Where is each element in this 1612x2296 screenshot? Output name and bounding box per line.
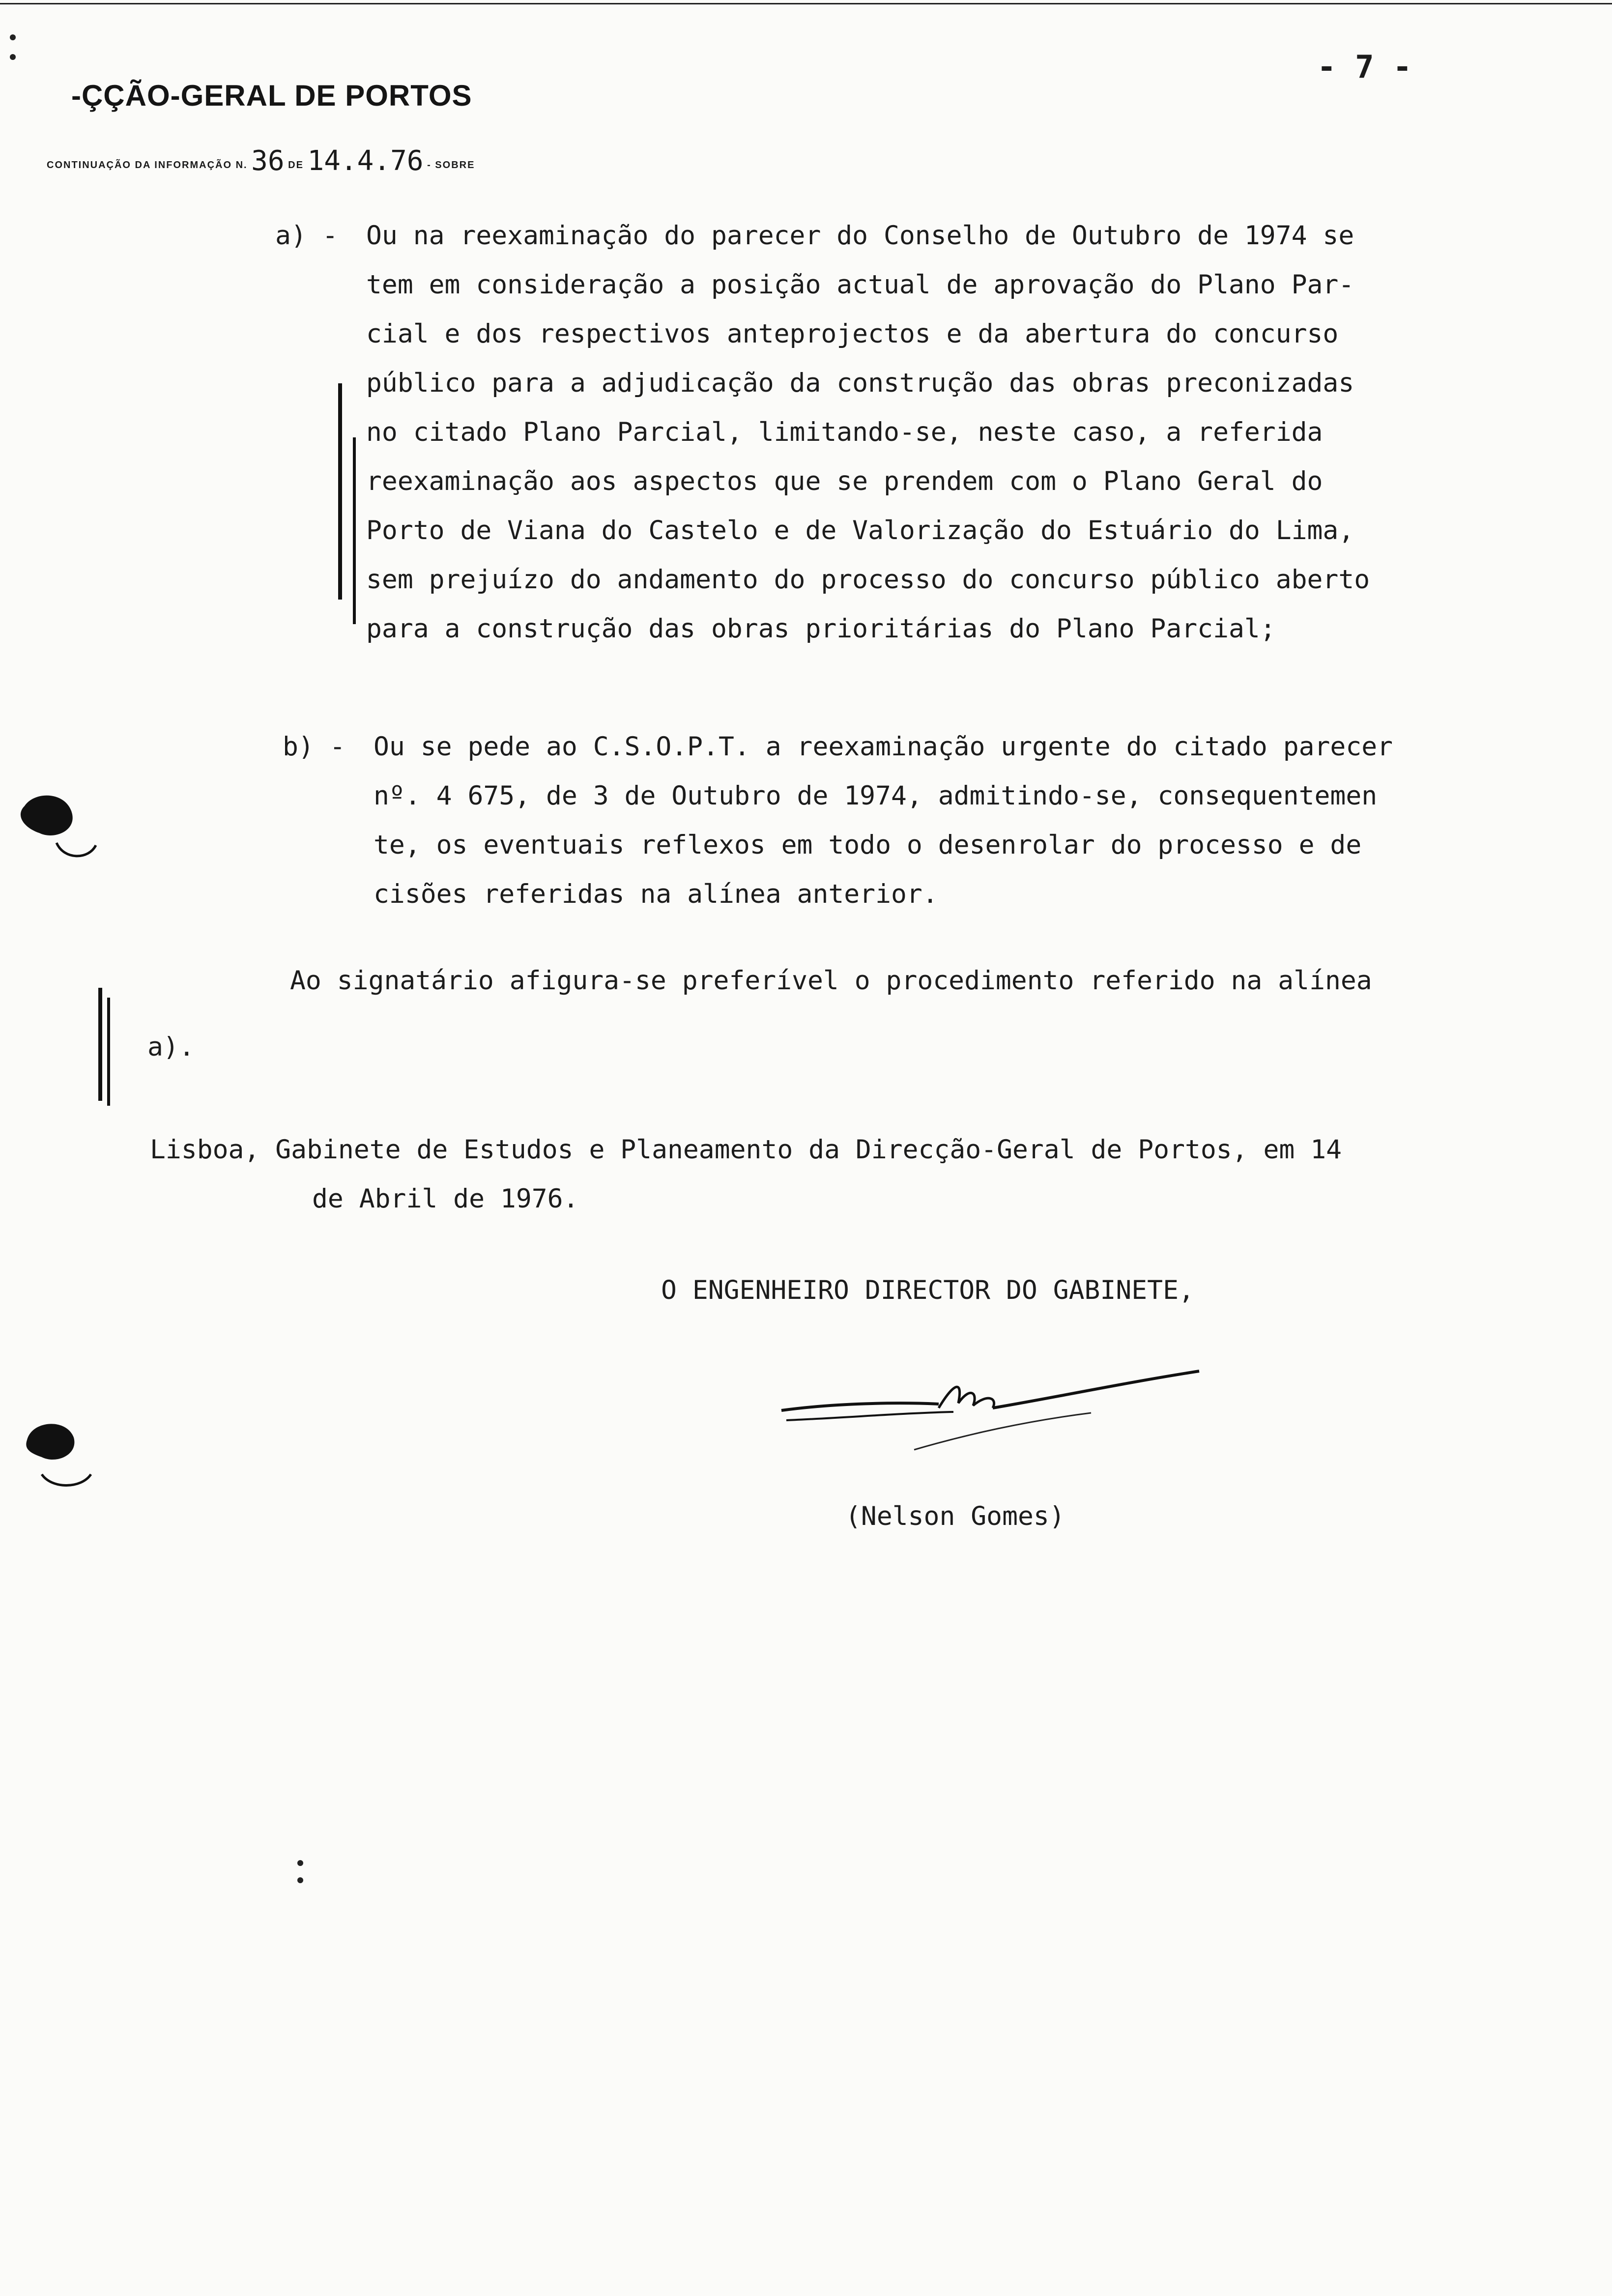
punch-mark: [10, 34, 16, 40]
paragraph-a-line: Ou na reexaminação do parecer do Conselho de Outubro de 1974 se: [366, 221, 1354, 251]
top-rule: [0, 3, 1612, 4]
paragraph-a-line: no citado Plano Parcial, limitando-se, neste caso, a referida: [366, 417, 1323, 447]
department-header: -ÇÇÃO-GERAL DE PORTOS: [71, 79, 472, 112]
place-date: [150, 1125, 1342, 1224]
info-number: 36: [251, 145, 285, 177]
paragraph-a-line: tem em consideração a posição actual de aprovação do Plano Par-: [366, 270, 1354, 300]
punch-mark: [297, 1877, 303, 1883]
paragraph-a-line: Porto de Viana do Castelo e de Valorização do Estuário do Lima,: [366, 516, 1354, 545]
paragraph-a-line: sem prejuízo do andamento do processo do concurso público aberto: [366, 565, 1370, 595]
info-reference-line: [47, 145, 475, 177]
page-number: - 7 -: [1317, 49, 1412, 86]
paragraph-a-line: cial e dos respectivos anteprojectos e da abertura do concurso: [366, 319, 1339, 349]
margin-bracket: [353, 437, 356, 624]
subject-label: - SOBRE: [427, 160, 475, 171]
paragraph-b-line: te, os eventuais reflexos em todo o desenrolar do processo e de: [374, 830, 1362, 860]
margin-bar: [98, 988, 102, 1101]
opinion-text: Ao signatário afigura-se preferível o procedimento referido na alínea: [290, 966, 1372, 996]
punch-mark: [297, 1860, 303, 1866]
paragraph-a-label: a) -: [275, 221, 338, 251]
paragraph-a-line: para a construção das obras prioritárias do Plano Parcial;: [366, 614, 1276, 644]
margin-bar: [107, 998, 110, 1106]
paragraph-b: [283, 722, 1393, 919]
signatory-title: O ENGENHEIRO DIRECTOR DO GABINETE,: [661, 1275, 1194, 1305]
paragraph-a-line: reexaminação aos aspectos que se prendem com o Plano Geral do: [366, 466, 1323, 496]
paragraph-b-line: cisões referidas na alínea anterior.: [374, 879, 938, 909]
place-date-line-2: de Abril de 1976.: [312, 1184, 579, 1214]
paragraph-a: [275, 211, 1370, 654]
date-label: DE: [288, 160, 304, 171]
signatory-name: (Nelson Gomes): [845, 1501, 1065, 1531]
ink-blot-icon: [12, 1410, 96, 1494]
margin-bracket: [338, 383, 342, 600]
signature-icon: [777, 1364, 1209, 1462]
place-date-line-1: Lisboa, Gabinete de Estudos e Planeamento da Direcção-Geral de Portos, em 14: [150, 1135, 1342, 1165]
info-date: 14.4.76: [307, 145, 424, 177]
paragraph-b-line: Ou se pede ao C.S.O.P.T. a reexaminação urgente do citado parecer: [374, 732, 1393, 762]
ink-blot-icon: [5, 786, 98, 870]
opinion-end: a).: [147, 1032, 195, 1062]
paragraph-b-line: nº. 4 675, de 3 de Outubro de 1974, admitindo-se, consequentemen: [374, 781, 1378, 811]
paragraph-a-line: público para a adjudicação da construção das obras preconizadas: [366, 368, 1354, 398]
punch-mark: [10, 54, 16, 60]
paragraph-b-label: b) -: [283, 732, 345, 762]
continuation-label: CONTINUAÇÃO DA INFORMAÇÃO N.: [47, 160, 248, 171]
